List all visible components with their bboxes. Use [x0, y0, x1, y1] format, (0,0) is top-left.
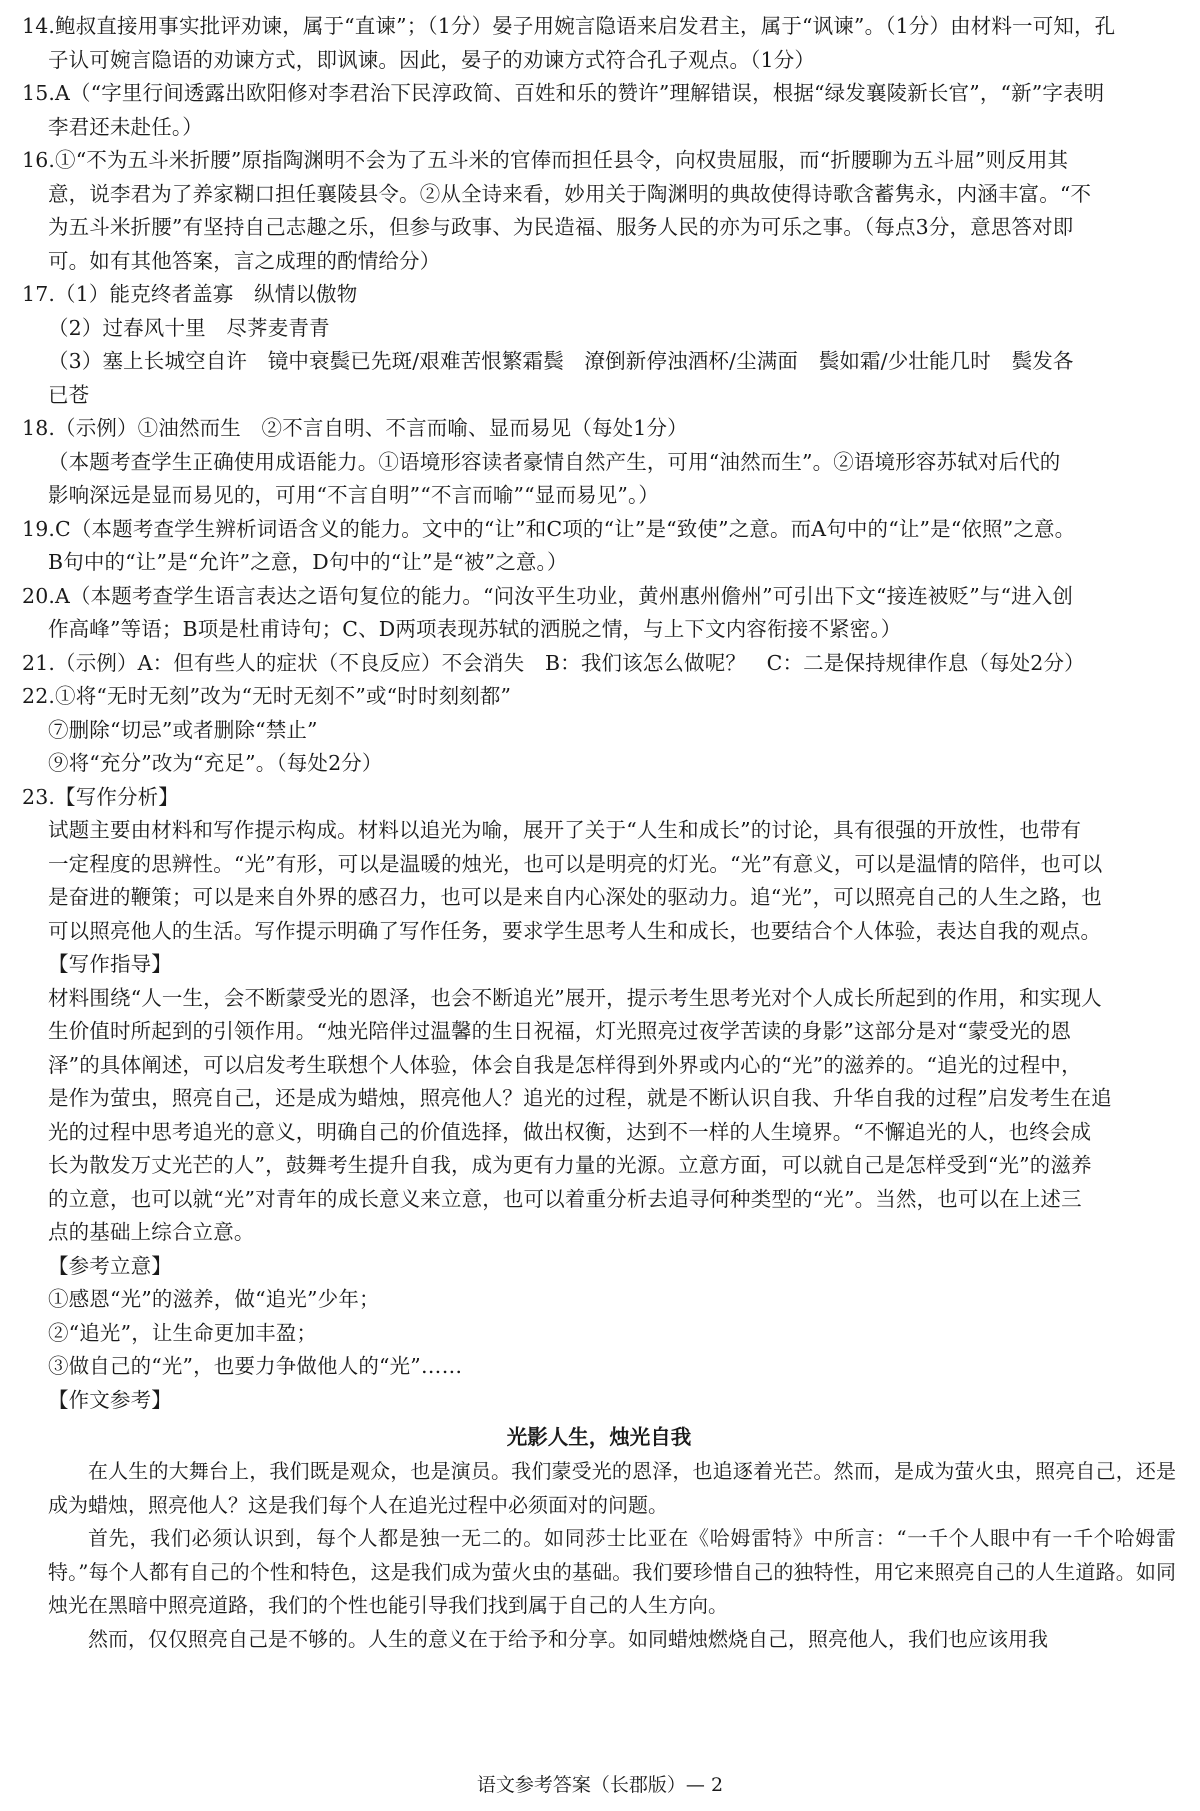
text-line: 18.（示例）①油然而生 ②不言自明、不言而喻、显而易见（每处1分）	[22, 416, 688, 440]
text-line: 一定程度的思辨性。“光”有形，可以是温暖的烛光，也可以是明亮的灯光。“光”有意义，可以是温情的陪伴，也可以	[48, 851, 1103, 876]
text-line: 的立意，也可以就“光”对青年的成长意义来立意，也可以着重分析去追寻何种类型的“光”。当然，也可以在上述三	[48, 1186, 1082, 1211]
text-line: 20.A（本题考查学生语言表达之语句复位的能力。“问汝平生功业，黄州惠州儋州”可引出下文“接连被贬”与“进入创	[22, 583, 1074, 608]
answer-15	[22, 77, 1176, 144]
text-line: （2）过春风十里 尽荠麦青青	[48, 315, 330, 340]
text-line: 点的基础上综合立意。	[48, 1220, 255, 1244]
text-line: 试题主要由材料和写作提示构成。材料以追光为喻，展开了关于“人生和成长”的讨论，具有很强的开放性，也带有	[48, 818, 1082, 842]
list-item: ③做自己的“光”，也要力争做他人的“光”……	[48, 1354, 463, 1378]
text-line: 是作为萤虫，照亮自己，还是成为蜡烛，照亮他人？追光的过程，就是不断认识自我、升华自我的过程”启发考生在追	[48, 1086, 1112, 1110]
answer-14	[22, 10, 1176, 77]
answer-20	[22, 580, 1176, 647]
answer-page	[22, 10, 1176, 1656]
text-line: ⑨将“充分”改为“充足”。（每处2分）	[48, 751, 383, 775]
essay-paragraph: 然而，仅仅照亮自己是不够的。人生的意义在于给予和分享。如同蜡烛燃烧自己，照亮他人，我们也应该用我	[88, 1626, 1048, 1651]
text-line: 长为散发万丈光芒的人”，鼓舞考生提升自我，成为更有力量的光源。立意方面，可以就自己是怎样受到“光”的滋养	[48, 1153, 1092, 1177]
answer-23	[22, 781, 1176, 1657]
text-line: 生价值时所起到的引领作用。“烛光陪伴过温馨的生日祝福，灯光照亮过夜学苦读的身影”这部分是对“蒙受光的恩	[48, 1019, 1072, 1043]
text-line: 意，说李君为了养家糊口担任襄陵县令。②从全诗来看，妙用关于陶渊明的典故使得诗歌含蓄隽永，内涵丰富。“不	[48, 181, 1092, 206]
text-line: 作高峰”等语；B项是杜甫诗句；C、D两项表现苏轼的洒脱之情，与上下文内容衔接不紧密。）	[48, 617, 902, 641]
text-line: ⑦删除“切忌”或者删除“禁止”	[48, 717, 318, 742]
text-line: 可。如有其他答案，言之成理的酌情给分）	[48, 248, 441, 273]
text-line: 可以照亮他人的生活。写作提示明确了写作任务，要求学生思考人生和成长，也要结合个人体验，表达自我的观点。	[48, 918, 1102, 943]
text-line: 泽”的具体阐述，可以启发考生联想个人体验，体会自我是怎样得到外界或内心的“光”的滋养的。“追光的过程中，	[48, 1052, 1082, 1077]
list-item: ①感恩“光”的滋养，做“追光”少年；	[48, 1287, 380, 1311]
text-line: 21.（示例）A：但有些人的症状（不良反应）不会消失 B：我们该怎么做呢？ C：二是保持规律作息（每处2分）	[22, 650, 1085, 675]
section-heading-writing-analysis: 23.【写作分析】	[22, 784, 179, 809]
list-item: ②“追光”，让生命更加丰盈；	[48, 1320, 318, 1345]
text-line: 影响深远是显而易见的，可用“不言自明”“不言而喻”“显而易见”。）	[48, 483, 660, 507]
text-line: 李君还未赴任。）	[48, 114, 203, 139]
text-line: 14.鲍叔直接用事实批评劝谏，属于“直谏”；（1分）晏子用婉言隐语来启发君主，属于“讽谏”。（1分）由材料一可知，孔	[22, 14, 1116, 38]
text-line: B句中的“让”是“允许”之意，D句中的“让”是“被”之意。）	[48, 550, 568, 574]
text-line: （3）塞上长城空自许 镜中衰鬓已先斑/艰难苦恨繁霜鬓 潦倒新停浊酒杯/尘满面 鬓如霜/少壮能几时 鬓发各	[48, 349, 1074, 373]
section-heading-reference-ideas: 【参考立意】	[48, 1253, 172, 1278]
text-line: 为五斗米折腰”有坚持自己志趣之乐，但参与政事、为民造福、服务人民的亦为可乐之事。（每点3分，意思答对即	[48, 215, 1074, 239]
text-line: 16.①“不为五斗米折腰”原指陶渊明不会为了五斗米的官俸而担任县令，向权贵屈服，而“折腰聊为五斗屈”则反用其	[22, 148, 1069, 172]
answer-19	[22, 513, 1176, 580]
answer-22	[22, 680, 1176, 781]
essay-paragraph: 首先，我们必须认识到，每个人都是独一无二的。如同莎士比亚在《哈姆雷特》中所言：“一千个人眼中有一千个哈姆雷特。”每个人都有自己的个性和特色，这是我们成为萤火虫的基础。我们要珍惜自己的独特性，用它来照亮自己的人生道路。如同烛光在黑暗中照亮道路，我们的个性也能引导我们找到属于自己的人生方向。	[48, 1526, 1176, 1617]
essay-body	[22, 1455, 1176, 1656]
text-line: （本题考查学生正确使用成语能力。①语境形容读者豪情自然产生，可用“油然而生”。②语境形容苏轼对后代的	[48, 449, 1061, 474]
text-line: 材料围绕“人一生，会不断蒙受光的恩泽，也会不断追光”展开，提示考生思考光对个人成长所起到的作用，和实现人	[48, 985, 1102, 1010]
section-heading-essay-reference: 【作文参考】	[48, 1387, 172, 1412]
text-line: 15.A（“字里行间透露出欧阳修对李君治下民淳政简、百姓和乐的赞许”理解错误，根据“绿发襄陵新长官”，“新”字表明	[22, 81, 1105, 105]
text-line: 19.C（本题考查学生辨析词语含义的能力。文中的“让”和C项的“让”是“致使”之意。而A句中的“让”是“依照”之意。	[22, 516, 1076, 541]
answer-17	[22, 278, 1176, 412]
text-line: 17.（1）能克终者盖寡 纵情以傲物	[22, 282, 358, 306]
essay-title: 光影人生，烛光自我	[506, 1425, 692, 1449]
text-line: 22.①将“无时无刻”改为“无时无刻不”或“时时刻刻都”	[22, 684, 512, 708]
text-line: 已苍	[48, 382, 90, 407]
text-line: 子认可婉言隐语的劝谏方式，即讽谏。因此，晏子的劝谏方式符合孔子观点。（1分）	[48, 47, 815, 72]
page-footer: 语文参考答案（长郡版）— 2	[476, 1774, 724, 1796]
answer-18	[22, 412, 1176, 513]
text-line: 光的过程中思考追光的意义，明确自己的价值选择，做出权衡，达到不一样的人生境界。“不懈追光的人，也终会成	[48, 1119, 1092, 1144]
answer-21	[22, 647, 1176, 681]
section-heading-writing-guide: 【写作指导】	[48, 952, 172, 976]
text-line: 是奋进的鞭策；可以是来自外界的感召力，也可以是来自内心深处的驱动力。追“光”，可以照亮自己的人生之路，也	[48, 885, 1102, 909]
answer-16	[22, 144, 1176, 278]
essay-paragraph: 在人生的大舞台上，我们既是观众，也是演员。我们蒙受光的恩泽，也追逐着光芒。然而，是成为萤火虫，照亮自己，还是成为蜡烛，照亮他人？这是我们每个人在追光过程中必须面对的问题。	[48, 1459, 1176, 1517]
